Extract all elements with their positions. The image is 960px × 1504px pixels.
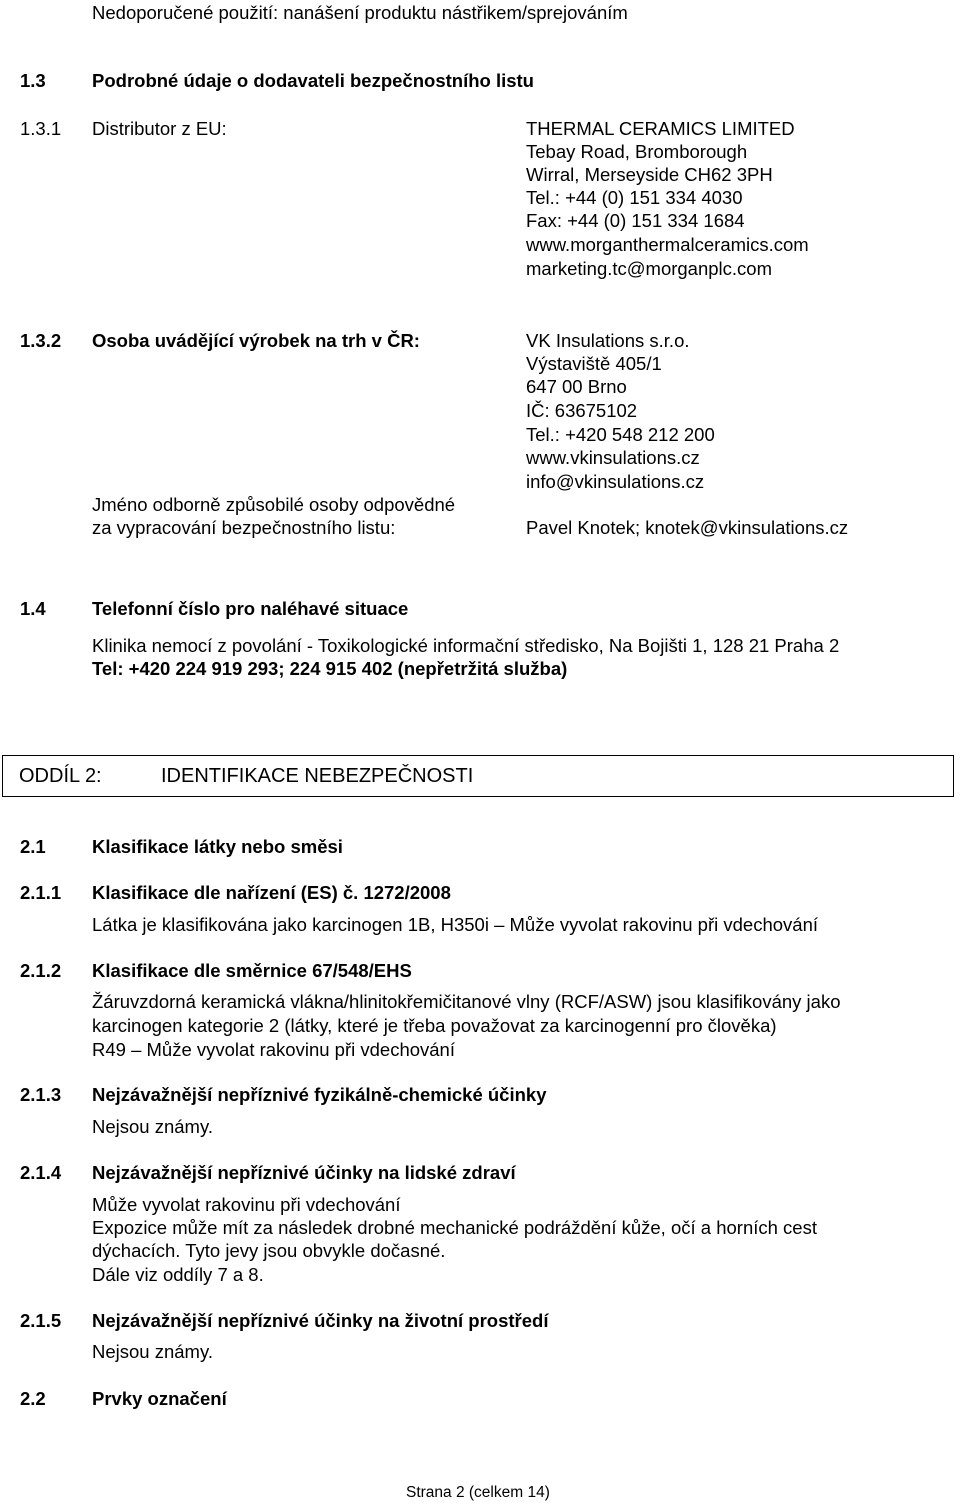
section-2-1-5-title: Nejzávažnější nepříznivé účinky na životní prostředí [92, 1310, 549, 1331]
fax-line: Fax: +44 (0) 151 334 1684 [526, 210, 745, 231]
section-2-1-1-number: 2.1.1 [20, 882, 62, 903]
website-line: www.morganthermalceramics.com [526, 234, 809, 255]
address-line: THERMAL CERAMICS LIMITED [526, 118, 795, 139]
responsible-person-label-line: za vypracování bezpečnostního listu: [92, 517, 396, 538]
paragraph-line: Dále viz oddíly 7 a 8. [92, 1264, 264, 1285]
address-line: Tebay Road, Bromborough [526, 141, 748, 162]
emergency-contact-line: Klinika nemocí z povolání - Toxikologické informační středisko, Na Bojišti 1, 128 21 Praha 2 [92, 635, 840, 656]
section-2-1-4-title: Nejzávažnější nepříznivé účinky na lidské zdraví [92, 1162, 516, 1183]
importer-label: Osoba uvádějící výrobek na trh v ČR: [92, 330, 420, 351]
paragraph-line: Žáruvzdorná keramická vlákna/hlinitokřemičitanové vlny (RCF/ASW) jsou klasifikovány jako [92, 991, 841, 1012]
page-footer: Strana 2 (celkem 14) [406, 1484, 550, 1501]
section-2-1-5-text: Nejsou známy. [92, 1341, 213, 1362]
section-2-1-1-text: Látka je klasifikována jako karcinogen 1B, H350i – Může vyvolat rakovinu při vdechování [92, 914, 819, 935]
section-1-3-title: Podrobné údaje o dodavateli bezpečnostního listu [92, 70, 534, 91]
section-1-3-1-number: 1.3.1 [20, 118, 62, 139]
email-line: marketing.tc@morganplc.com [526, 258, 773, 279]
section-1-3-number: 1.3 [20, 70, 46, 91]
emergency-phone-line: Tel: +420 224 919 293; 224 915 402 (nepřetržitá služba) [92, 658, 568, 679]
phone-line: Tel.: +44 (0) 151 334 4030 [526, 187, 743, 208]
company-name: VK Insulations s.r.o. [526, 330, 690, 351]
section-2-label: ODDÍL 2: [19, 765, 102, 787]
section-2-1-3-text: Nejsou známy. [92, 1116, 213, 1137]
unintended-use-line: Nedoporučené použití: nanášení produktu nástřikem/sprejováním [92, 2, 628, 23]
section-2-1-4-number: 2.1.4 [20, 1162, 62, 1183]
section-2-1-5-number: 2.1.5 [20, 1310, 62, 1331]
section-2-2-number: 2.2 [20, 1388, 46, 1409]
section-2-1-3-title: Nejzávažnější nepříznivé fyzikálně-chemické účinky [92, 1084, 547, 1105]
section-2-header-box [2, 755, 954, 797]
paragraph-line: Může vyvolat rakovinu při vdechování [92, 1194, 401, 1215]
section-1-4-number: 1.4 [20, 598, 46, 619]
section-2-1-title: Klasifikace látky nebo směsi [92, 836, 343, 857]
website-line: www.vkinsulations.cz [526, 447, 700, 468]
email-line: info@vkinsulations.cz [526, 471, 705, 492]
distributor-label: Distributor z EU: [92, 118, 227, 139]
address-line: Výstaviště 405/1 [526, 353, 662, 374]
section-2-title: IDENTIFIKACE NEBEZPEČNOSTI [161, 765, 474, 787]
section-1-4-title: Telefonní číslo pro naléhavé situace [92, 598, 409, 619]
paragraph-line: karcinogen kategorie 2 (látky, které je třeba považovat za karcinogenní pro člověka) [92, 1015, 777, 1036]
section-2-1-2-title: Klasifikace dle směrnice 67/548/EHS [92, 960, 412, 981]
section-2-1-number: 2.1 [20, 836, 46, 857]
paragraph-line: Expozice může mít za následek drobné mechanické podráždění kůže, očí a horních cest [92, 1217, 817, 1238]
section-2-2-title: Prvky označení [92, 1388, 227, 1409]
paragraph-line: dýchacích. Tyto jevy jsou obvykle dočasné. [92, 1240, 446, 1261]
company-id-line: IČ: 63675102 [526, 400, 638, 421]
responsible-person-value: Pavel Knotek; knotek@vkinsulations.cz [526, 517, 849, 538]
section-2-1-3-number: 2.1.3 [20, 1084, 62, 1105]
section-2-1-2-number: 2.1.2 [20, 960, 62, 981]
responsible-person-label-line: Jméno odborně způsobilé osoby odpovědné [92, 494, 456, 515]
paragraph-line: R49 – Může vyvolat rakovinu při vdechování [92, 1039, 455, 1060]
section-1-3-2-number: 1.3.2 [20, 330, 62, 351]
address-line: Wirral, Merseyside CH62 3PH [526, 164, 773, 185]
phone-line: Tel.: +420 548 212 200 [526, 424, 715, 445]
address-line: 647 00 Brno [526, 376, 627, 397]
section-2-1-1-title: Klasifikace dle nařízení (ES) č. 1272/2008 [92, 882, 451, 903]
